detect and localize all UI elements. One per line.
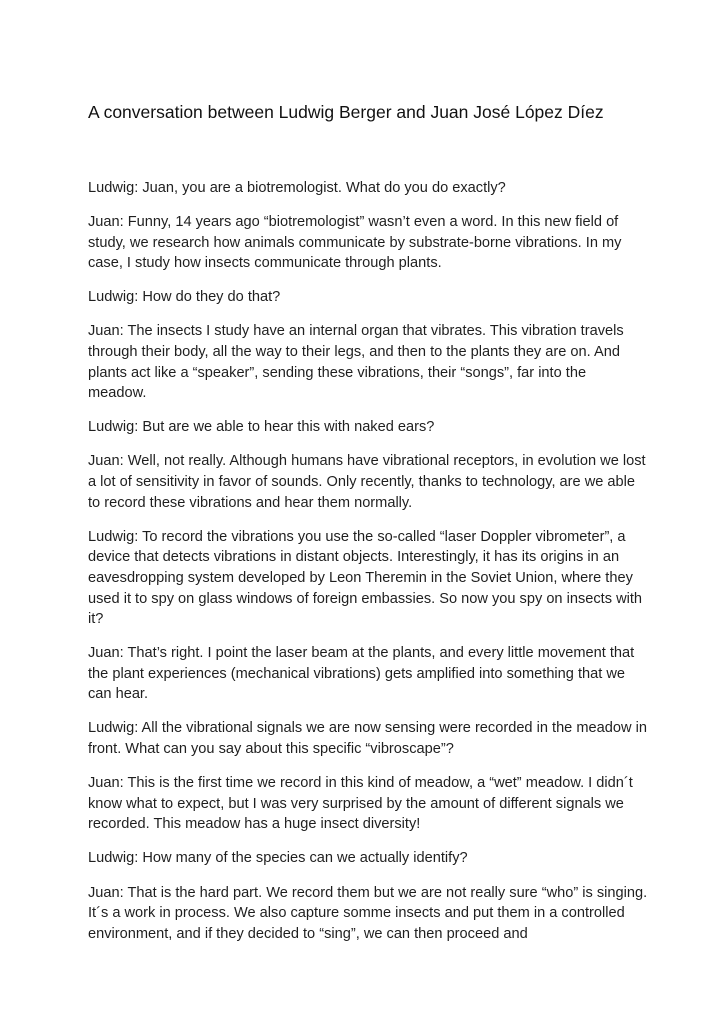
- paragraph: Ludwig: How do they do that?: [88, 289, 281, 306]
- paragraph: Ludwig: But are we able to hear this with naked ears?: [88, 419, 435, 436]
- paragraph: Juan: Funny, 14 years ago “biotremologist” wasn’t even a word. In this new field of study, we research how animals communicate by substrate-borne vibrations. In my case, I study how insects communicate through plants.: [88, 214, 622, 272]
- paragraph: Juan: This is the first time we record in this kind of meadow, a “wet” meadow. I didn´t know what to expect, but I was very surprised by the amount of different signals we recorded. This meadow has a huge insect diversity!: [88, 775, 633, 833]
- paragraph: Ludwig: How many of the species can we actually identify?: [88, 850, 468, 867]
- document-title: A conversation between Ludwig Berger and Juan José López Díez: [88, 102, 604, 122]
- paragraph: Ludwig: Juan, you are a biotremologist. What do you do exactly?: [88, 180, 506, 196]
- paragraph: Juan: That is the hard part. We record them but we are not really sure “who” is singing. It´s a work in process. We also capture somme insects and put them in a controlled environment, and if they decided to “sing”, we can then proceed and: [88, 884, 648, 942]
- conversation-body: [88, 178, 648, 958]
- paragraph: Ludwig: All the vibrational signals we are now sensing were recorded in the meadow in front. What can you say about this specific “vibroscape”?: [88, 720, 647, 758]
- paragraph: Ludwig: To record the vibrations you use the so-called “laser Doppler vibrometer”, a device that detects vibrations in distant objects. Interestingly, it has its origins in an eavesdropping system developed by Leon Theremin in the Soviet Union, where they used it to spy on glass windows of foreign embassies. So now you spy on insects with it?: [88, 528, 643, 628]
- paragraph: Juan: The insects I study have an internal organ that vibrates. This vibration travels through their body, all the way to their legs, and then to the plants they are on. And plants act like a “speaker”, sending these vibrations, their “songs”, far into the meadow.: [88, 323, 624, 402]
- paragraph: Juan: That’s right. I point the laser beam at the plants, and every little movement that the plant experiences (mechanical vibrations) gets amplified into something that we can hear.: [88, 645, 635, 703]
- paragraph: Juan: Well, not really. Although humans have vibrational receptors, in evolution we lost a lot of sensitivity in favor of sounds. Only recently, thanks to technology, are we able to record these vibrations and hear them normally.: [88, 453, 646, 511]
